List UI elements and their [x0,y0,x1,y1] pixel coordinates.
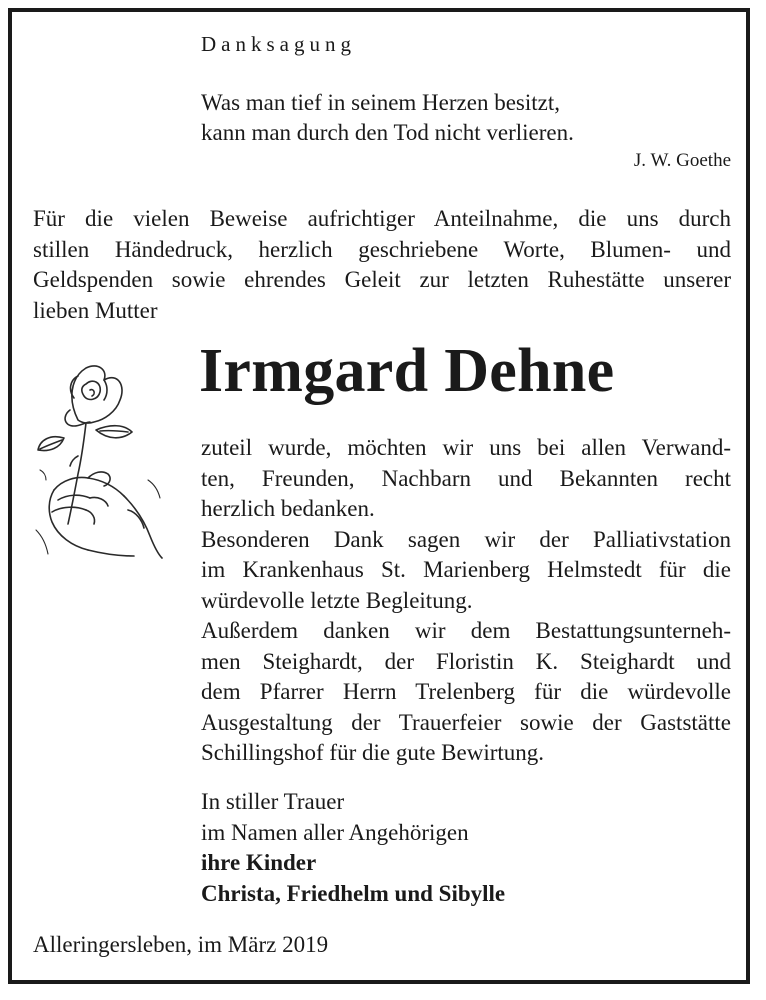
intro-line: lieben Mutter [33,297,158,323]
quote-author: J. W. Goethe [633,150,731,171]
intro-line: stillen Händedruck, herzlich geschriebene Worte, Blumen- und [33,236,731,262]
body-line: herzlich bedanken. [201,496,375,521]
quote-line: Was man tief in seinem Herzen besitzt, [201,90,560,115]
body-line: Außerdem danken wir dem Bestattungsunterneh- [201,618,731,643]
quote-line: kann man durch den Tod nicht verlieren. [201,120,574,145]
body-line: ten, Freunden, Nachbarn und Bekannten recht [201,465,731,491]
rose-in-hand-icon [28,360,170,560]
signature-names: Christa, Friedhelm und Sibylle [201,880,506,906]
body-line: zuteil wurde, möchten wir uns bei allen Verwand- [201,435,731,460]
signature-block [201,787,505,909]
body-line: Schillingshof für die gute Bewirtung. [201,740,545,765]
body-line: men Steighardt, der Floristin K. Steighardt und [201,648,731,674]
quote [201,88,574,148]
body-line: dem Pfarrer Herrn Trelenberg für die würdevolle [201,679,731,704]
heading: Danksagung [201,32,356,56]
place-date: Alleringersleben, im März 2019 [33,932,329,957]
signature-line: im Namen aller Angehörigen [201,819,469,845]
body-paragraph [201,433,731,769]
body-line: im Krankenhaus St. Marienberg Helmstedt für die [201,557,731,582]
deceased-name: Irmgard Dehne [199,337,615,405]
body-line: würdevolle letzte Begleitung. [201,587,473,613]
intro-line: Geldspenden sowie ehrendes Geleit zur letzten Ruhestätte unserer [33,267,731,292]
body-line: Besonderen Dank sagen wir der Palliativstation [201,526,731,552]
intro-line: Für die vielen Beweise aufrichtiger Anteilnahme, die uns durch [33,206,731,231]
signature-line: In stiller Trauer [201,789,345,814]
intro-paragraph [33,204,731,326]
signature-relation: ihre Kinder [201,850,317,875]
body-line: Ausgestaltung der Trauerfeier sowie der Gaststätte [201,709,731,735]
